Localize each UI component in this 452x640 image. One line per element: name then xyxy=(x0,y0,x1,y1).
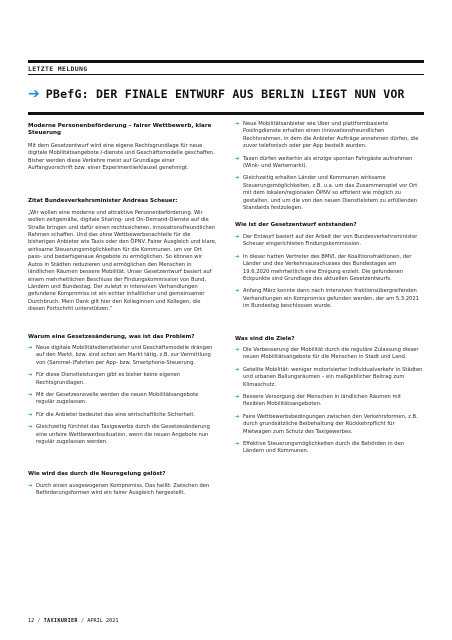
why-heading: Warum eine Gesetzesänderung, was ist das Problem? xyxy=(28,333,195,340)
headline-title: PBefG: DER FINALE ENTWURF AUS BERLIN LIEGT NUN VOR xyxy=(45,87,405,101)
page-number: 12 xyxy=(28,618,35,624)
section-rule xyxy=(28,74,424,75)
list-item: ➔ Faire Wettbewerbsbedingungen zwischen den Verkehrsformen, z.B. durch grundsätzliche Beibehaltung der Rückkehrpflicht für Mietwagen zum Schutz des Taxigewerbes. xyxy=(235,413,418,435)
list-item: ➔ Neue digitale Mobilitätsdienstleister und Geschäftsmodelle drängen auf den Markt, bzw. sind schon am Markt tätig, z.B. zur Vermittlung von (Sammel-)Fahrten per App- bzw. Smartphone-Steuerung. xyxy=(28,344,213,366)
list-item: ➔ Taxen dürfen weiterhin als einzige spontan Fahrgäste aufnehmen (Wink- und Wartemarkt). xyxy=(235,155,413,170)
list-item: ➔ Gleichzeitig erhalten Länder und Kommunen wirksame Steuerungsmöglichkeiten, z.B. u.a. um das Zusammenspiel vor Ort mit dem lokalen/regionalen ÖPNV so effizient wie möglich zu gestalten, und um die von den neuen Dienstleistern zu erfüllenden Standards festzulegen. xyxy=(235,175,418,212)
arrow-right-icon: ➔ xyxy=(235,121,240,127)
headline xyxy=(28,81,424,107)
list-item: ➔ Der Entwurf basiert auf der Arbeit der von Bundesverkehrsminister Scheuer eingerichteten Findungskommission. xyxy=(235,233,418,248)
arrow-right-icon: ➔ xyxy=(235,413,240,420)
arrow-right-icon: ➔ xyxy=(28,344,33,351)
list-item: ➔ In dieser hatten Vertreter des BMVI, der Koalitionsfraktionen, der Länder und des Verkehrsausschusses des Bundestages am 19.6.2020 mehrheitlich eine Einigung erzielt. Die gefundenen Eckpunkte sind Grundlage des aktuellen Gesetzentwurfs. xyxy=(235,253,412,282)
why-list xyxy=(28,345,217,446)
list-item: ➔ Die Verbesserung der Mobilität durch die reguläre Zulassung dieser neuen Mobilitätsangebote für die Menschen in Stadt und Land. xyxy=(235,346,419,361)
magazine-name: TAXIKURIER xyxy=(43,618,78,624)
list-item: ➔ Mit der Gesetzesnovelle werden die neuen Mobilitätsangebote regulär zugelassen. xyxy=(28,391,199,406)
arrow-right-icon: ➔ xyxy=(28,482,33,489)
status-heading: Wie ist der Gesetzentwurf entstanden? xyxy=(235,222,357,229)
arrow-right-icon: ➔ xyxy=(235,175,240,182)
arrow-right-icon: ➔ xyxy=(235,288,240,295)
headline-rule xyxy=(28,112,424,115)
list-item: ➔ Bessere Versorgung der Menschen in ländlichen Räumen mit flexiblen Mobilitätsangeboten. xyxy=(235,393,401,408)
section-label: LETZTE MELDUNG xyxy=(28,65,88,73)
quote-paragraph: „Wir wollen eine moderne und attraktive Personenbeförderung. Wir wollen zeitgemäße, digitale Sharing- und On-Demand-Dienste auf die Straße bringen und dafür einen rechtssicheren, innovationsfreundlichen Rahmen schaffen. Und das ohne Wettbewerbsnachteile für die bisherigen Anbieter wie Taxis oder den ÖPNV. Fairer Ausgleich und klare, wirksame Steuerungsmöglichkeiten für die Kommunen, um vor Ort pass- und bedarfsgenaue Angebote zu ermöglichen. So können wir Autos in Städten reduzieren und ermöglichen den Menschen in ländlichen Räumen bessere Mobilität. Unser Gesetzentwurf basiert auf einem mehrheitlichen Beschluss der Findungskommission von Bund, Ländern und Bundestag. Der zuletzt in intensiven Verhandlungen gefundene Kompromiss ist ein echter inhaltlicher und gemeinsamer Durchbruch. Mein Dank gilt hier den Kolleginnen und Kollegen, die diesen Fortschritt unterstützen.“ xyxy=(28,209,217,313)
arrow-right-icon: ➔ xyxy=(235,346,240,353)
list-item: ➔ Für die Anbieter bedeutet das eine wirtschaftliche Sicherheit. xyxy=(28,411,196,418)
arrow-right-icon: ➔ xyxy=(28,372,33,379)
arrow-right-icon: ➔ xyxy=(235,253,240,260)
arrow-right-icon: ➔ xyxy=(28,86,40,102)
intro-paragraph: Mit dem Gesetzentwurf wird eine eigene Rechtsgrundlage für neue digitale Mobilitätsangebote /-dienste und Geschäftsmodelle geschaffen. Bisher werden diese Verkehre meist auf Grundlage einer Auffangvorschrift bzw. einer Experimentierklausel genehmigt. xyxy=(28,142,215,172)
quote-heading: Zitat Bundesverkehrsminister Andreas Scheuer: xyxy=(28,198,178,205)
list-item: ➔ Durch einen ausgewogenen Kompromiss. Das heißt: Zwischen den Beförderungsformen wird ein fairer Ausgleich hergestellt. xyxy=(28,482,210,497)
left-column xyxy=(28,121,217,503)
list-item: ➔ Anfang März konnte dann nach intensiven fraktionsübergreifenden Verhandlungen ein Kompromiss gefunden werden, der am 5.3.2021 im Bundestag beschlossen wurde. xyxy=(235,288,419,310)
list-item: ➔ Für diese Dienstleistungen gibt es bisher keine eigenen Rechtsgrundlagen. xyxy=(28,372,181,386)
goals-heading: Was sind die Ziele? xyxy=(235,335,295,342)
arrow-right-icon: ➔ xyxy=(28,411,33,418)
arrow-right-icon: ➔ xyxy=(235,155,240,162)
footer-separator: / xyxy=(80,618,85,624)
issue-date: APRIL 2021 xyxy=(87,618,119,624)
section-tag xyxy=(28,60,424,75)
arrow-right-icon: ➔ xyxy=(28,391,33,398)
goals-list xyxy=(235,347,424,456)
resolved-heading: Wie wird das durch die Neuregelung gelöst? xyxy=(28,471,166,478)
list-item: ➔ Neue Mobilitätsanbieter wie Uber und plattformbasierte Poolingdienste erhalten einen innovationsfreundlichen Rechtsrahmen, in dem die Anbieter Aufträge annehmen dürfen, die zuvor telefonisch oder per App bestellt wurden. xyxy=(235,121,419,150)
arrow-right-icon: ➔ xyxy=(235,393,240,400)
article-subhead: Moderne Personenbeförderung – fairer Wettbewerb, klare Steuerung xyxy=(28,123,212,137)
arrow-right-icon: ➔ xyxy=(235,233,240,240)
footer-separator: / xyxy=(37,618,41,624)
list-item: ➔ Effektive Steuerungsmöglichkeiten durch die Behörden in den Ländern und Kommunen. xyxy=(235,441,405,455)
approach-list xyxy=(235,121,424,212)
list-item: ➔ Geteilte Mobilität: weniger motorisierter Individualverkehr in Städten und urbanen Ballungsräumen – ein maßgeblicher Beitrag zum Klimaschutz. xyxy=(235,366,423,388)
list-item: ➔ Gleichzeitig fürchtet das Taxigewerbe durch die Gesetzesänderung eine unfaire Wettbewerbssituation, wenn die neuen Angebote nun regulär zugelassen werden. xyxy=(28,424,210,445)
arrow-right-icon: ➔ xyxy=(28,424,33,431)
resolved-list xyxy=(28,483,217,498)
status-list xyxy=(235,234,424,311)
page-footer xyxy=(28,618,118,624)
arrow-right-icon: ➔ xyxy=(235,366,240,373)
arrow-right-icon: ➔ xyxy=(235,441,240,447)
right-column xyxy=(235,121,424,461)
